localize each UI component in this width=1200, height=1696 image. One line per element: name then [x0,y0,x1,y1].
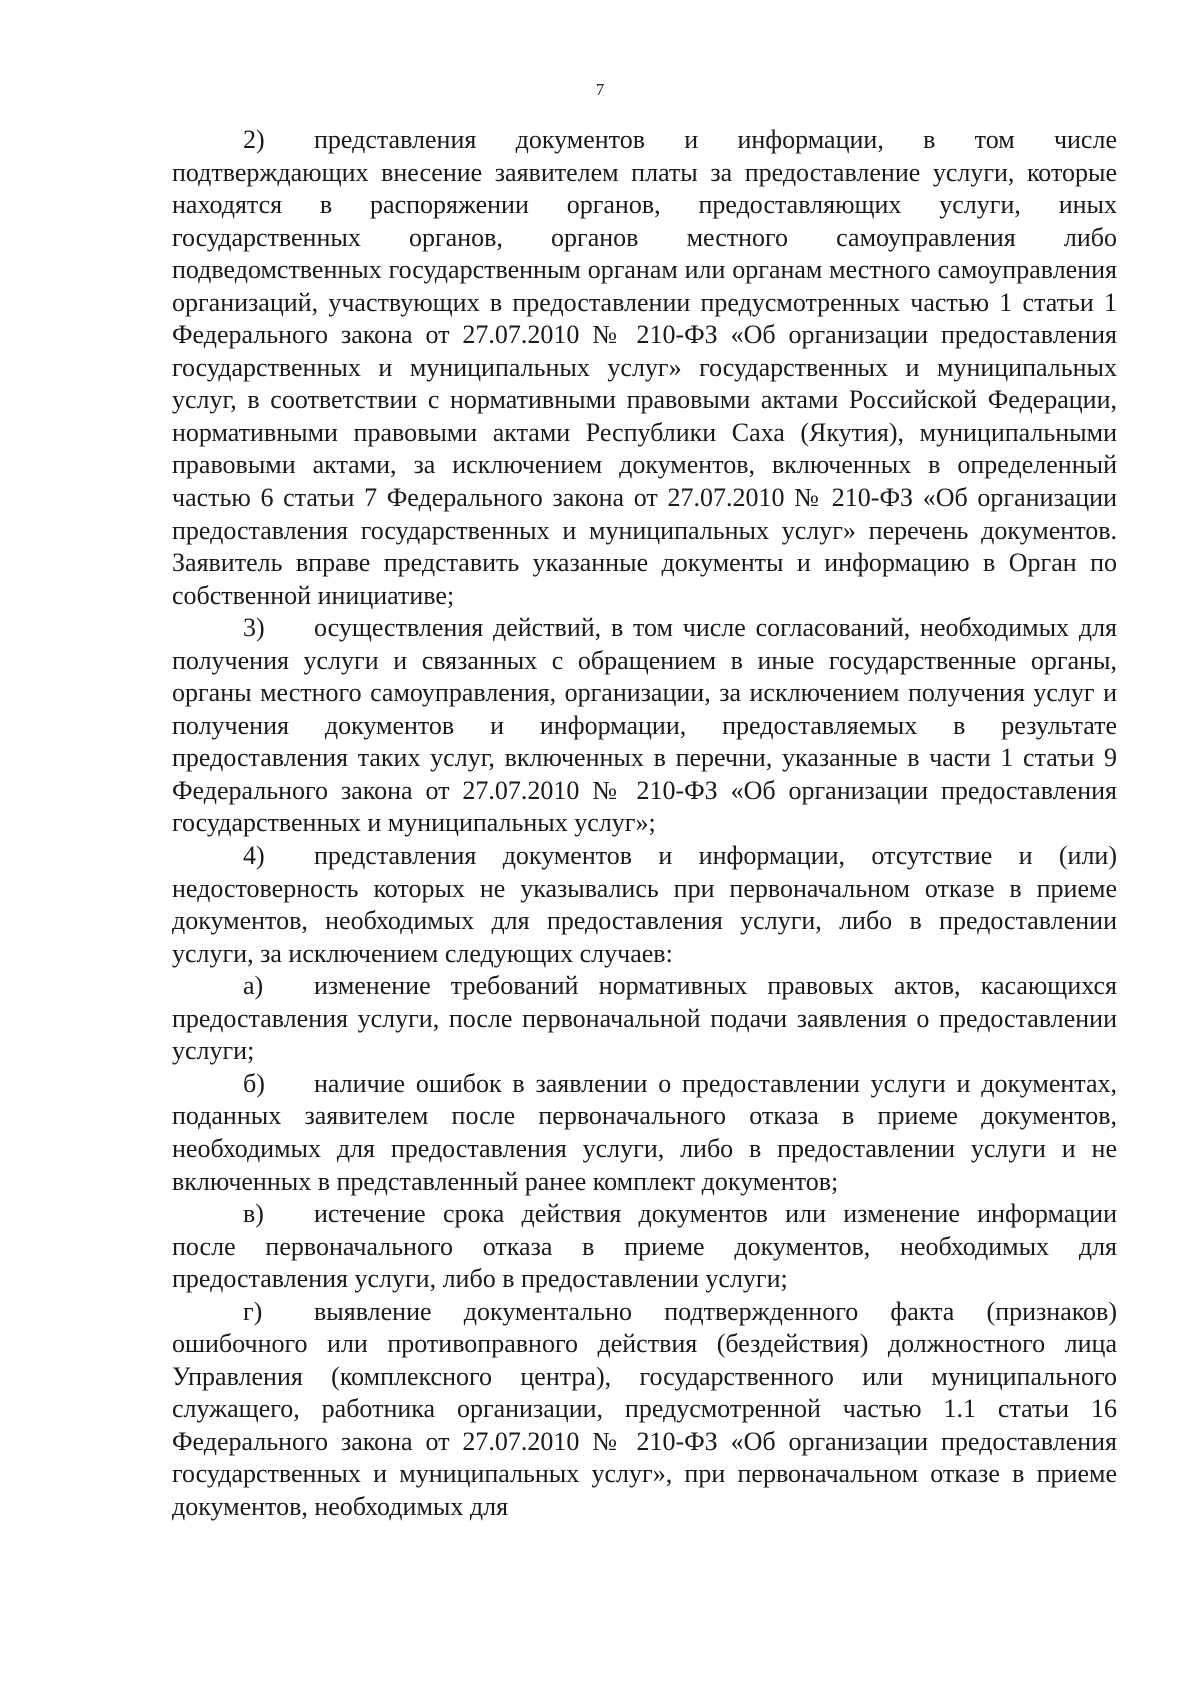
list-item-3 [172,612,1117,840]
sub-item-g [172,1296,1117,1524]
list-marker: 4) [243,841,265,871]
list-item-text: представления документов и информации, в том числе подтверждающих внесение заявителем платы за предоставление услуги, которые находятся в распоряжении органов, предоставляющих услуги, иных государственных органов, органов местного самоуправления либо подведомственных государственным органам или органам местного самоуправления организаций, участвующих в предоставлении предусмотренных частью 1 статьи 1 Федерального закона от 27.07.2010 № 210-ФЗ «Об организации предоставления государственных и муниципальных услуг» государственных и муниципальных услуг, в соответствии с нормативными правовыми актами Российской Федерации, нормативными правовыми актами Республики Саха (Якутия), муниципальными правовыми актами, за исключением документов, включенных в определенный частью 6 статьи 7 Федерального закона от 27.07.2010 № 210-ФЗ «Об организации предоставления государственных и муниципальных услуг» перечень документов. Заявитель вправе представить указанные документы и информацию в Орган по собственной инициативе; [172,125,1117,610]
page-number: 7 [595,80,605,99]
sub-item-b [172,1068,1117,1198]
list-marker: в) [243,1199,264,1229]
list-item-text: представления документов и информации, отсутствие и (или) недостоверность которых не указывались при первоначальном отказе в приеме документов, необходимых для предоставления услуги, либо в предоставлении услуги, за исключением следующих случаев: [172,841,1117,968]
list-item-2 [172,124,1117,612]
list-item-4 [172,840,1117,970]
list-item-text: наличие ошибок в заявлении о предоставлении услуги и документах, поданных заявителем после первоначального отказа в приеме документов, необходимых для предоставления услуги, либо в предоставлении услуги и не включенных в представленный ранее комплект документов; [172,1068,1117,1196]
list-marker: 2) [243,125,265,154]
list-item-text: изменение требований нормативных правовых актов, касающихся предоставления услуги, после первоначальной подачи заявления о предоставлении услуги; [172,971,1117,1066]
list-marker: г) [243,1296,263,1326]
sub-item-v [172,1198,1117,1296]
list-marker: б) [243,1068,265,1098]
list-item-text: осуществления действий, в том числе согласований, необходимых для получения услуги и связанных с обращением в иные государственные органы, органы местного самоуправления, организации, за исключением получения услуг и получения документов и информации, предоставляемых в результате предоставления таких услуг, включенных в перечни, указанные в части 1 статьи 9 Федерального закона от 27.07.2010 № 210-ФЗ «Об организации предоставления государственных и муниципальных услуг»; [172,613,1117,838]
sub-item-a [172,970,1117,1068]
list-marker: 3) [243,613,265,643]
list-item-text: истечение срока действия документов или изменение информации после первоначального отказа в приеме документов, необходимых для предоставления услуги, либо в предоставлении услуги; [172,1199,1117,1294]
list-marker: а) [243,971,264,1001]
document-body [172,124,1117,1524]
list-item-text: выявление документально подтвержденного факта (признаков) ошибочного или противоправного действия (бездействия) должностного лица Управления (комплексного центра), государственного или муниципального служащего, работника организации, предусмотренной частью 1.1 статьи 16 Федерального закона от 27.07.2010 № 210-ФЗ «Об организации предоставления государственных и муниципальных услуг», при первоначальном отказе в приеме документов, необходимых для [172,1296,1117,1521]
